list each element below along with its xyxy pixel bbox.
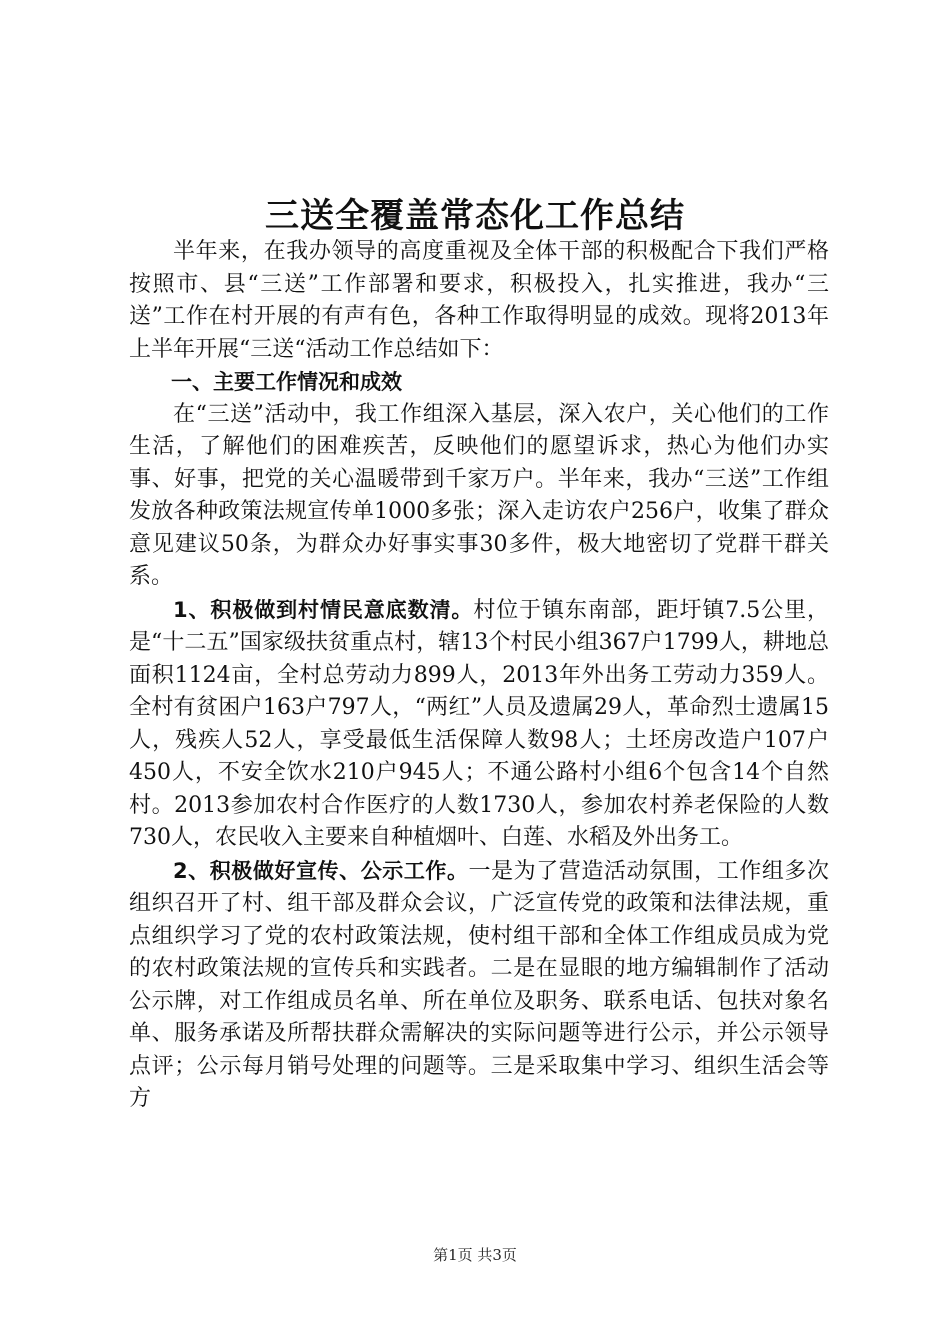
item-2-lead: 2、积极做好宣传、公示工作。 bbox=[173, 858, 469, 883]
document-title: 三送全覆盖常态化工作总结 bbox=[265, 196, 685, 236]
document-body bbox=[129, 236, 829, 1116]
item-2-paragraph bbox=[129, 855, 829, 1116]
item-1-text: 村位于镇东南部，距圩镇7.5公里，是“十二五”国家级扶贫重点村，辖13个村民小组367户1799人，耕地总面积1124亩，全村总劳动力899人，2013年外出务工劳动力359人。全村有贫困户163户797人，“两红”人员及遗属29人，革命烈士遗属15人，残疾人52人，享受最低生活保障人数98人；土坯房改造户107户450人，不安全饮水210户945人；不通公路村小组6个包含14个自然村。2013参加农村合作医疗的人数1730人，参加农村养老保险的人数730人，农民收入主要来自种植烟叶、白莲、水稻及外出务工。 bbox=[129, 597, 829, 850]
item-1-paragraph bbox=[129, 594, 829, 855]
page-footer: 第1页 共3页 bbox=[433, 1246, 517, 1264]
section-heading: 一、主要工作情况和成效 bbox=[171, 370, 402, 394]
section-paragraph: 在“三送”活动中，我工作组深入基层，深入农户，关心他们的工作生活，了解他们的困难疾苦，反映他们的愿望诉求，热心为他们办实事、好事，把党的关心温暖带到千家万户。半年来，我办“三送”工作组发放各种政策法规宣传单1000多张；深入走访农户256户，收集了群众意见建议50条，为群众办好事实事30多件，极大地密切了党群干群关系。 bbox=[129, 401, 829, 589]
item-1-lead: 1、积极做到村情民意底数清。 bbox=[173, 597, 474, 622]
intro-paragraph: 半年来，在我办领导的高度重视及全体干部的积极配合下我们严格按照市、县“三送”工作部署和要求，积极投入，扎实推进，我办“三送”工作在村开展的有声有色，各种工作取得明显的成效。现将2013年上半年开展“三送“活动工作总结如下： bbox=[129, 239, 829, 362]
item-2-text: 一是为了营造活动氛围，工作组多次组织召开了村、组干部及群众会议，广泛宣传党的政策和法律法规，重点组织学习了党的农村政策法规，使村组干部和全体工作组成员成为党的农村政策法规的宣传兵和实践者。二是在显眼的地方编辑制作了活动公示牌，对工作组成员名单、所在单位及职务、联系电话、包扶对象名单、服务承诺及所帮扶群众需解决的实际问题等进行公示，并公示领导点评；公示每月销号处理的问题等。三是采取集中学习、组织生活会等方 bbox=[129, 858, 829, 1111]
